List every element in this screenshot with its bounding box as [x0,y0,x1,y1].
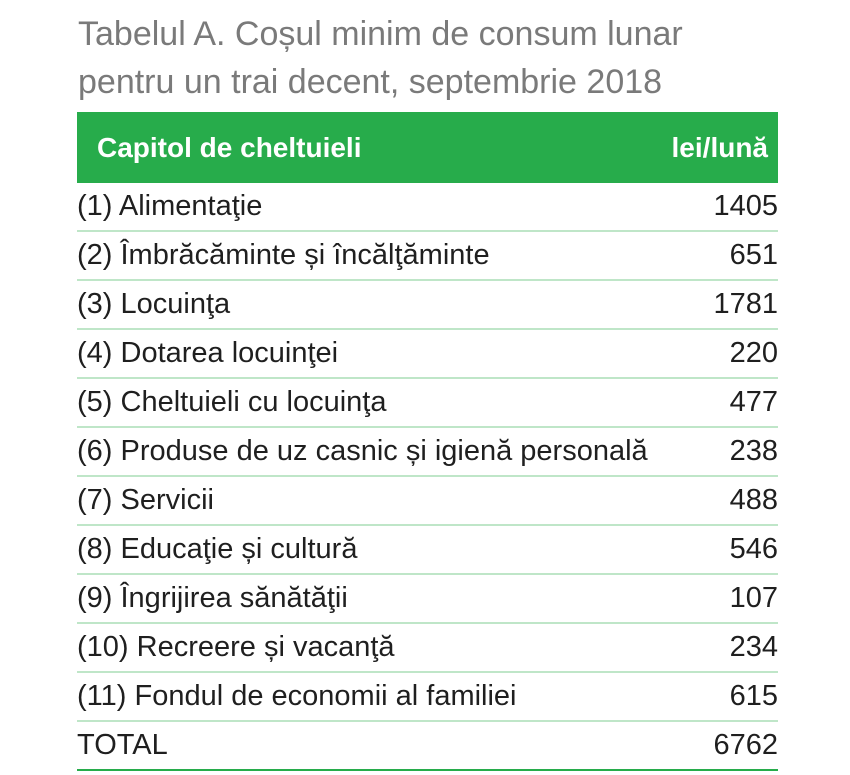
table-title [78,10,798,106]
row-value: 238 [729,435,778,467]
row-value: 1781 [713,288,778,320]
header-unit: lei/lună [671,131,768,163]
row-value: 1405 [713,190,778,222]
total-row [77,722,778,771]
table-row [77,624,778,673]
row-label: (5) Cheltuieli cu locuinţa [77,386,387,418]
row-label: (4) Dotarea locuinţei [77,337,339,369]
table-row [77,183,778,232]
table-row [77,281,778,330]
row-value: 234 [729,631,778,663]
table-row [77,477,778,526]
row-value: 220 [729,337,778,369]
table-title-line-1: Tabelul A. Coșul minim de consum lunar [78,15,683,53]
table-row [77,575,778,624]
total-label: TOTAL [77,729,168,761]
row-value: 651 [729,239,778,271]
row-value: 546 [729,533,778,565]
row-label: (6) Produse de uz casnic și igienă personală [77,435,648,467]
table-row [77,330,778,379]
row-label: (2) Îmbrăcăminte și încălţăminte [77,239,490,271]
row-label: (3) Locuinţa [77,288,231,320]
row-label: (9) Îngrijirea sănătăţii [77,582,348,614]
row-label: (11) Fondul de economii al familiei [77,680,517,712]
table-header [77,112,778,183]
row-value: 107 [729,582,778,614]
header-category: Capitol de cheltuieli [97,131,362,163]
table-row [77,428,778,477]
table-row [77,673,778,722]
row-value: 477 [729,386,778,418]
row-label: (1) Alimentaţie [77,190,263,222]
row-value: 488 [729,484,778,516]
table-title-line-2: pentru un trai decent, septembrie 2018 [78,63,663,101]
row-label: (7) Servicii [77,484,214,516]
total-value: 6762 [713,729,778,761]
row-value: 615 [729,680,778,712]
row-label: (10) Recreere și vacanţă [77,631,395,663]
table-row [77,232,778,281]
table-row [77,526,778,575]
expense-table [77,112,778,771]
table-row [77,379,778,428]
row-label: (8) Educaţie și cultură [77,533,358,565]
